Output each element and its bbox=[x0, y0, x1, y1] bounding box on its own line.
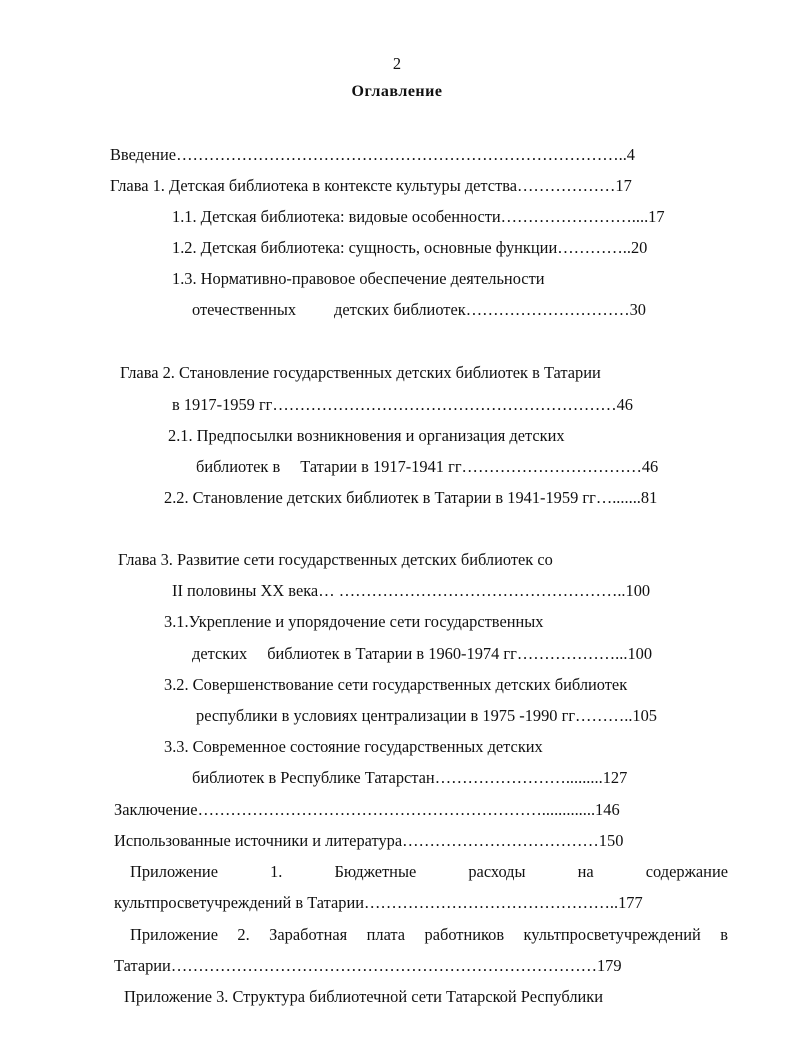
toc-section-3-2-cont: республики в условиях централизации в 1975 -1990 гг………..105 bbox=[196, 706, 658, 725]
toc-word: работников bbox=[424, 925, 505, 944]
toc-word: Приложение bbox=[130, 925, 218, 944]
toc-text: отечественных bbox=[192, 300, 297, 319]
toc-section-3-1-cont bbox=[192, 644, 652, 664]
toc-intro: Введение………………………………………………………………………..4 bbox=[110, 145, 636, 164]
toc-appendix-1 bbox=[130, 862, 728, 882]
toc-word: в bbox=[720, 925, 728, 944]
toc-word: культпросветучреждений bbox=[523, 925, 701, 944]
toc-section-1-3: 1.3. Нормативно-правовое обеспечение деятельности bbox=[172, 269, 545, 288]
toc-word: 2. bbox=[237, 925, 250, 944]
toc-section-3-3-cont: библиотек в Республике Татарстан…………………….........127 bbox=[192, 768, 628, 787]
toc-text: библиотек в Татарии в 1960-1974 гг………………...100 bbox=[267, 644, 653, 663]
toc-section-2-1-cont bbox=[196, 457, 658, 477]
toc-section-2-2: 2.2. Становление детских библиотек в Татарии в 1941-1959 гг….......81 bbox=[164, 488, 658, 507]
toc-appendix-2-cont: Татарии……………………………………………………………………179 bbox=[114, 956, 622, 975]
toc-word: Бюджетные bbox=[334, 862, 417, 881]
toc-word: расходы bbox=[468, 862, 526, 881]
toc-chapter-3-cont: II половины XX века… ……………………………………………..100 bbox=[172, 581, 651, 600]
toc-sources: Использованные источники и литература………………………………150 bbox=[114, 831, 624, 850]
toc-section-1-1: 1.1. Детская библиотека: видовые особенности……………………....17 bbox=[172, 207, 665, 226]
toc-word: содержание bbox=[645, 862, 728, 881]
toc-text: библиотек в bbox=[196, 457, 281, 476]
toc-chapter-3: Глава 3. Развитие сети государственных детских библиотек со bbox=[118, 550, 553, 569]
toc-word: Заработная bbox=[269, 925, 348, 944]
page-number: 2 bbox=[392, 54, 402, 73]
toc-section-2-1: 2.1. Предпосылки возникновения и организация детских bbox=[168, 426, 565, 445]
toc-section-1-3-cont bbox=[192, 300, 646, 320]
toc-section-3-1: 3.1.Укрепление и упорядочение сети государственных bbox=[164, 612, 544, 631]
toc-text: Татарии в 1917-1941 гг……………………………46 bbox=[300, 457, 659, 476]
toc-section-1-2: 1.2. Детская библиотека: сущность, основные функции…………..20 bbox=[172, 238, 648, 257]
toc-word: на bbox=[577, 862, 594, 881]
toc-word: Приложение bbox=[130, 862, 218, 881]
toc-word: 1. bbox=[270, 862, 283, 881]
toc-chapter-1: Глава 1. Детская библиотека в контексте культуры детства………………17 bbox=[110, 176, 632, 195]
toc-text: детских библиотек…………………………30 bbox=[334, 300, 646, 319]
toc-word: плата bbox=[366, 925, 406, 944]
toc-appendix-1-cont: культпросветучреждений в Татарии………………………………………..177 bbox=[114, 893, 643, 912]
page-title: Оглавление bbox=[351, 83, 443, 100]
toc-text: детских bbox=[192, 644, 248, 663]
toc-appendix-2 bbox=[130, 925, 728, 945]
toc-chapter-2: Глава 2. Становление государственных детских библиотек в Татарии bbox=[120, 363, 601, 382]
toc-chapter-2-cont: в 1917-1959 гг………………………………………………………46 bbox=[172, 395, 633, 414]
toc-appendix-3: Приложение 3. Структура библиотечной сети Татарской Республики bbox=[124, 987, 604, 1006]
toc-section-3-2: 3.2. Совершенствование сети государственных детских библиотек bbox=[164, 675, 628, 694]
toc-section-3-3: 3.3. Современное состояние государственных детских bbox=[164, 737, 543, 756]
toc-conclusion: Заключение……………………………………………………….............146 bbox=[114, 800, 620, 819]
